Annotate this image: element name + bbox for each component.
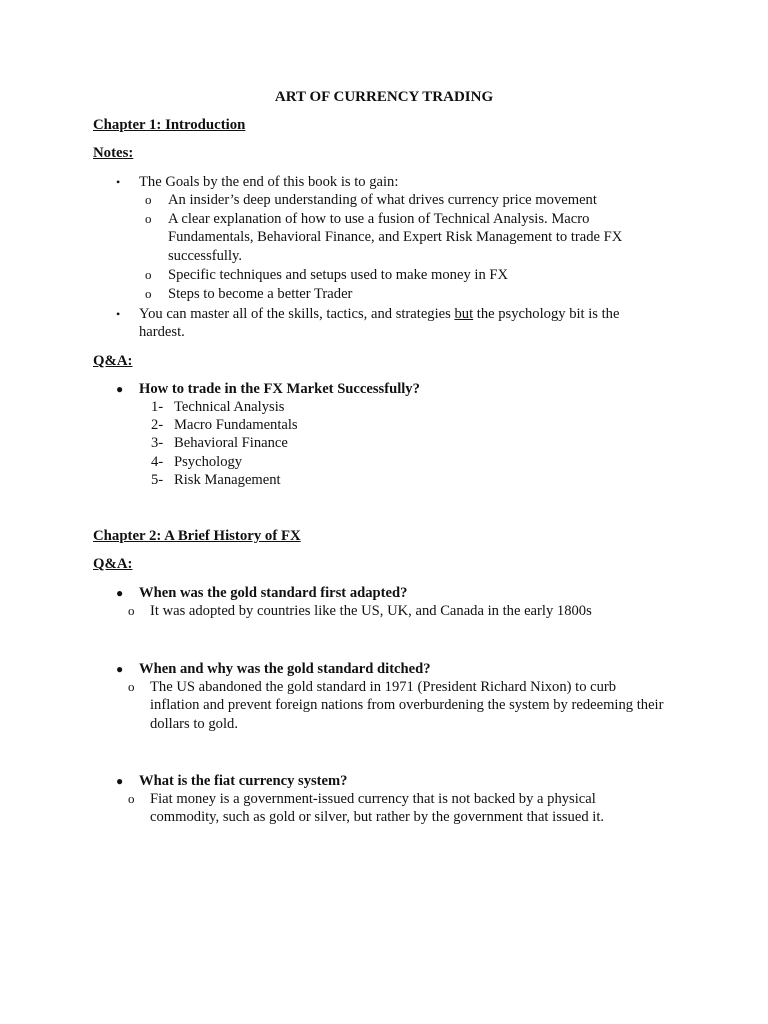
sub-bullet-icon: o <box>128 679 135 694</box>
answer-text: Behavioral Finance <box>174 435 288 451</box>
answer-text: Risk Management <box>174 472 281 488</box>
qa-answer: It was adopted by countries like the US, UK, and Canada in the early 1800s <box>150 603 592 619</box>
qa-question: When was the gold standard first adapted? <box>139 585 408 601</box>
answer-number: 2- <box>151 417 164 433</box>
sub-bullet-icon: o <box>145 192 152 207</box>
dot-bullet-icon: ● <box>116 662 124 676</box>
notes-label: Notes: <box>93 145 134 161</box>
answer-number: 3- <box>151 435 164 451</box>
answer-text: Macro Fundamentals <box>174 417 298 433</box>
sub-bullet-icon: o <box>145 211 152 226</box>
mastery-note: You can master all of the skills, tactics, and strategies but the psychology bit is the hardest. <box>139 306 620 341</box>
sub-bullet-icon: o <box>128 603 135 618</box>
bullet-icon: • <box>116 307 121 321</box>
chapter-2-heading: Chapter 2: A Brief History of FX <box>93 528 301 544</box>
goals-intro: The Goals by the end of this book is to gain: <box>139 174 399 190</box>
qa-question: How to trade in the FX Market Successfully? <box>139 381 420 397</box>
goal-item: Steps to become a better Trader <box>168 286 353 302</box>
chapter-2-qa-label: Q&A: <box>93 556 133 572</box>
goal-item: Specific techniques and setups used to make money in FX <box>168 267 509 283</box>
answer-number: 1- <box>151 399 164 415</box>
document-title: ART OF CURRENCY TRADING <box>274 89 494 105</box>
qa-question: When and why was the gold standard ditched? <box>139 661 431 677</box>
sub-bullet-icon: o <box>145 267 152 282</box>
qa-answer: Fiat money is a government-issued currency that is not backed by a physical commodity, such as gold or silver, but rather by the government that issued it. <box>150 791 605 826</box>
qa-answer: The US abandoned the gold standard in 1971 (President Richard Nixon) to curb inflation and prevent foreign nations from overburdening the system by redeeming their dollars to gold. <box>150 679 664 732</box>
dot-bullet-icon: ● <box>116 774 124 788</box>
qa-question: What is the fiat currency system? <box>139 773 348 789</box>
answer-text: Technical Analysis <box>174 399 285 415</box>
answer-number: 4- <box>151 454 164 470</box>
goal-item: An insider’s deep understanding of what drives currency price movement <box>168 192 597 208</box>
chapter-1-heading: Chapter 1: Introduction <box>93 117 246 133</box>
answer-number: 5- <box>151 472 164 488</box>
dot-bullet-icon: ● <box>116 382 124 396</box>
chapter-1-qa-label: Q&A: <box>93 353 133 369</box>
sub-bullet-icon: o <box>145 286 152 301</box>
dot-bullet-icon: ● <box>116 586 124 600</box>
answer-text: Psychology <box>174 454 243 470</box>
sub-bullet-icon: o <box>128 791 135 806</box>
bullet-icon: • <box>116 175 121 189</box>
goal-item: A clear explanation of how to use a fusion of Technical Analysis. Macro Fundamentals, Behavioral Finance, and Expert Risk Management to trade FX successfully. <box>168 211 623 264</box>
